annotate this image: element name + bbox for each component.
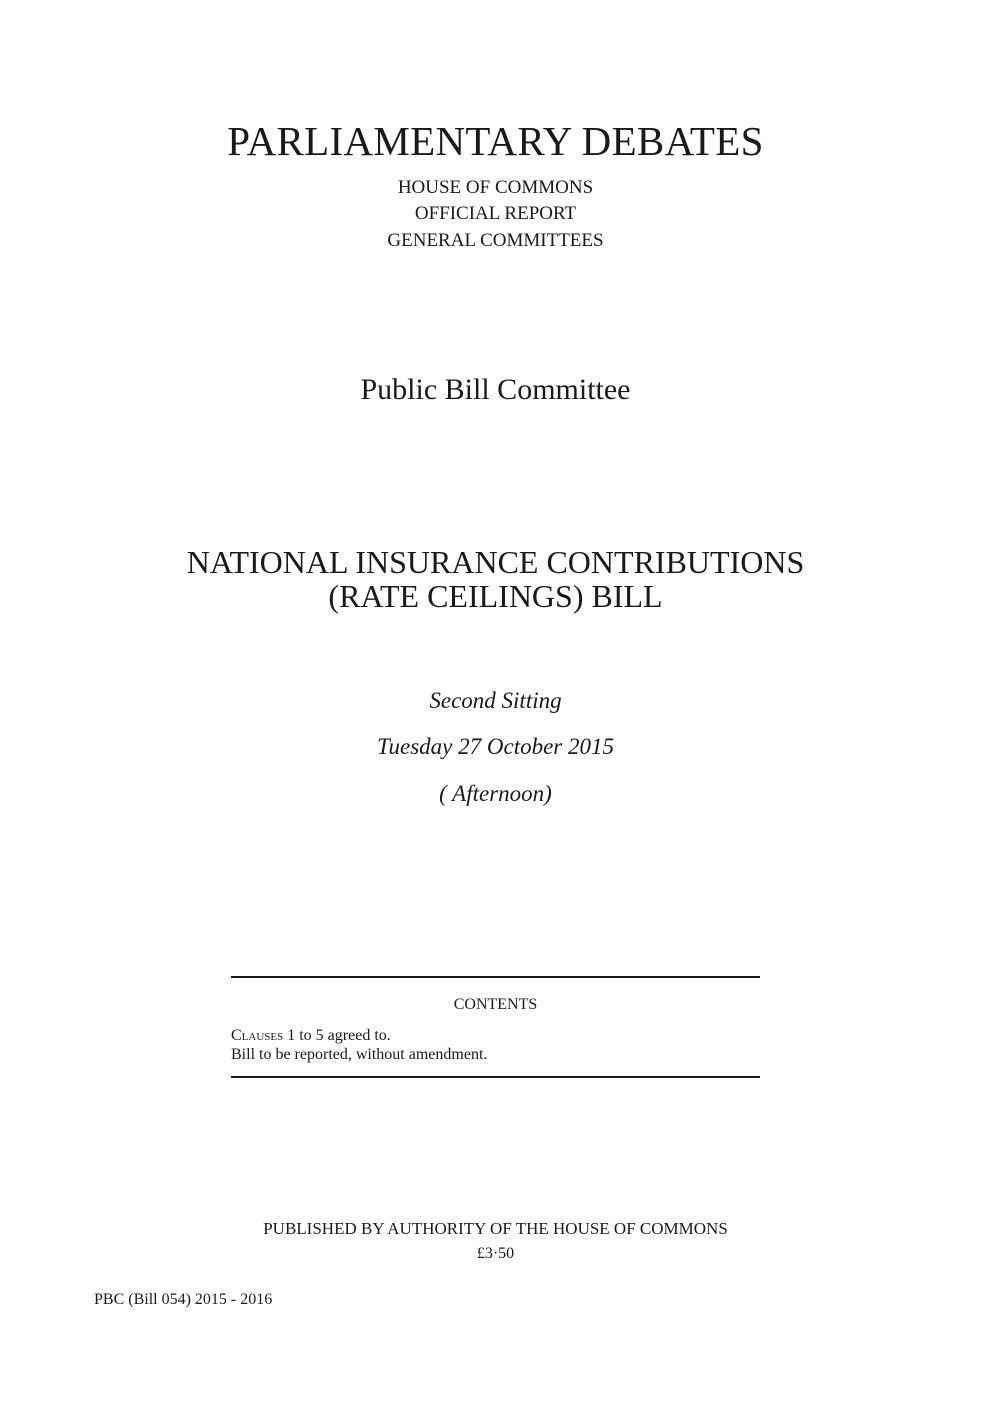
report-type: OFFICIAL REPORT	[414, 203, 577, 224]
document-reference: PBC (Bill 054) 2015 - 2016	[94, 1291, 273, 1308]
committee-name: Public Bill Committee	[360, 373, 631, 406]
clauses-text: 1 to 5 agreed to.	[283, 1027, 391, 1044]
sitting-session: ( Afternoon)	[439, 781, 552, 806]
contents-item-report: Bill to be reported, without amendment.	[231, 1046, 488, 1063]
page-title: PARLIAMENTARY DEBATES	[227, 118, 764, 164]
bill-title	[0, 545, 991, 613]
price: £3·50	[476, 1245, 515, 1262]
bill-title-line-1: NATIONAL INSURANCE CONTRIBUTIONS	[186, 544, 805, 580]
contents-item-clauses	[231, 1026, 391, 1046]
house-name: HOUSE OF COMMONS	[397, 177, 594, 198]
contents-heading: CONTENTS	[453, 996, 538, 1013]
publisher-line: PUBLISHED BY AUTHORITY OF THE HOUSE OF COMMONS	[263, 1219, 728, 1238]
clauses-label: Clauses	[231, 1027, 284, 1044]
contents-top-rule	[231, 976, 760, 978]
bill-title-line-2: (RATE CEILINGS) BILL	[328, 578, 663, 614]
committees-label: GENERAL COMMITTEES	[387, 230, 604, 251]
sitting-date: Tuesday 27 October 2015	[376, 734, 614, 759]
sitting-name: Second Sitting	[429, 688, 562, 713]
contents-bottom-rule	[231, 1076, 760, 1078]
